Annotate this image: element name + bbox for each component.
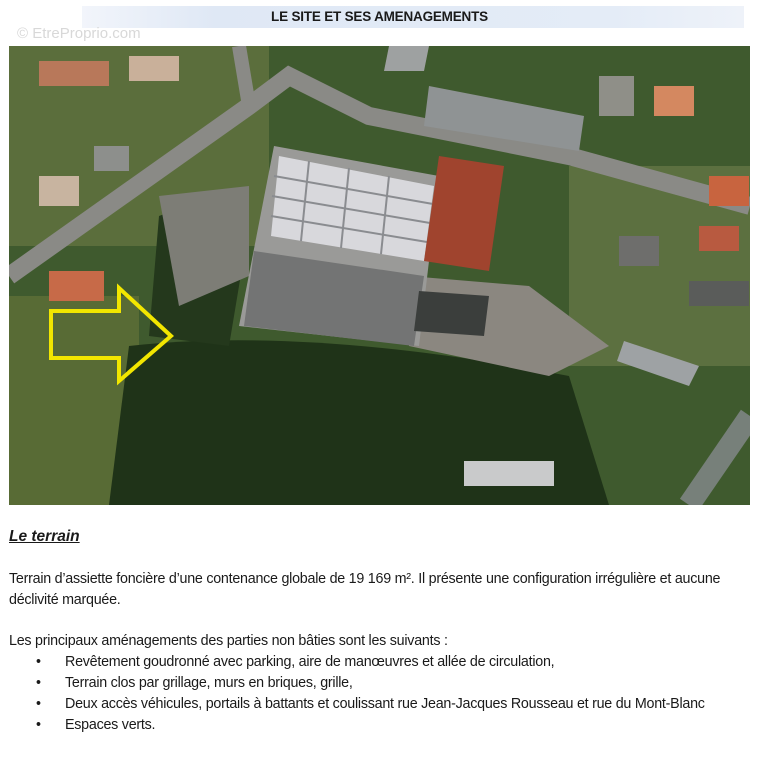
section-heading: Le terrain xyxy=(9,528,80,545)
list-item xyxy=(9,715,754,736)
list-item-text: Terrain clos par grillage, murs en briques, grille, xyxy=(65,675,353,691)
bullet-icon: • xyxy=(36,696,41,712)
list-item-text: Deux accès véhicules, portails à battants et coulissant rue Jean-Jacques Rousseau et rue du Mont-Blanc xyxy=(65,696,705,712)
list-item xyxy=(9,673,754,694)
list-item xyxy=(9,652,754,673)
amenities-list xyxy=(9,652,754,736)
list-item-text: Espaces verts. xyxy=(65,717,156,733)
list-item-text: Revêtement goudronné avec parking, aire de manœuvres et allée de circulation, xyxy=(65,654,555,670)
page-title: LE SITE ET SES AMENAGEMENTS xyxy=(271,9,488,24)
watermark: © EtreProprio.com xyxy=(17,25,141,42)
bullet-icon: • xyxy=(36,675,41,691)
aerial-photo xyxy=(9,46,750,505)
paragraph-intro: Les principaux aménagements des parties non bâties sont les suivants : xyxy=(9,633,448,649)
paragraph-surface: Terrain d’assiette foncière d’une contenance globale de 19 169 m². Il présente une configuration irrégulière et aucune déclivité marquée. xyxy=(9,571,721,608)
list-item xyxy=(9,694,754,715)
bullet-icon: • xyxy=(36,717,41,733)
bullet-icon: • xyxy=(36,654,41,670)
